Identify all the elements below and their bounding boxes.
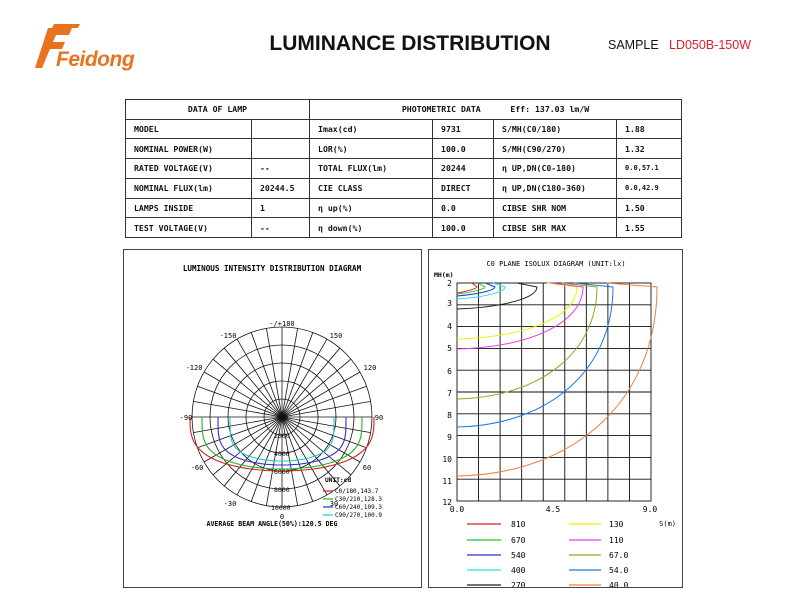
angle-label: -120 [185, 364, 203, 372]
y-tick: 5 [447, 344, 452, 353]
isolux-panel [428, 249, 683, 588]
y-tick: 9 [447, 433, 452, 442]
table-row [126, 198, 682, 218]
polar-legend-c90: C90/270,100.9 [335, 512, 382, 519]
table-cell: Imax(cd) [310, 119, 433, 139]
angle-label: -/+180 [269, 320, 295, 328]
isolux-legend-670: 670 [511, 536, 526, 545]
y-tick: 6 [447, 367, 452, 376]
table-cell: 0.0 [433, 198, 494, 218]
table-cell: 1.32 [617, 139, 682, 159]
table-cell: CIBSE SHR MAX [494, 218, 617, 238]
table-cell: NOMINAL FLUX(lm) [126, 178, 252, 198]
angle-label: 120 [363, 364, 377, 372]
table-cell [252, 119, 310, 139]
isolux-curve [457, 283, 505, 299]
isolux-x-label: S(m) [659, 520, 676, 528]
radial-label: 6000 [274, 468, 290, 476]
table-cell: η up(%) [310, 198, 433, 218]
table-cell [252, 139, 310, 159]
angle-label: -90 [179, 414, 193, 422]
table-cell: CIBSE SHR NOM [494, 198, 617, 218]
isolux-legend-110: 110 [609, 536, 624, 545]
table-cell: 1.88 [617, 119, 682, 139]
isolux-legend-54: 54.0 [609, 566, 629, 575]
table-cell: RATED VOLTAGE(V) [126, 159, 252, 179]
table-cell: -- [252, 218, 310, 238]
table-row [126, 119, 682, 139]
efficiency-value: Eff: 137.03 lm/W [510, 104, 590, 115]
x-tick: 4.5 [545, 505, 561, 514]
table-cell: 1.55 [617, 218, 682, 238]
photometric-header [310, 100, 682, 120]
isolux-grid [457, 283, 651, 501]
y-tick: 3 [447, 299, 452, 308]
angle-label: -60 [190, 464, 204, 472]
isolux-legend-270: 270 [511, 581, 526, 587]
polar-legend-c60: C60/240,109.3 [335, 504, 382, 511]
radial-label: 10000 [271, 504, 291, 512]
polar-title: LUMINOUS INTENSITY DISTRIBUTION DIAGRAM [182, 264, 362, 273]
isolux-legend-400: 400 [511, 566, 526, 575]
sample-label: SAMPLE [608, 38, 659, 52]
radial-label: 4000 [274, 450, 290, 458]
table-cell: NOMINAL POWER(W) [126, 139, 252, 159]
isolux-legend-540: 540 [511, 551, 526, 560]
table-cell: η UP,DN(C0-180) [494, 159, 617, 179]
angle-label: -30 [223, 500, 237, 508]
table-cell: TEST VOLTAGE(V) [126, 218, 252, 238]
table-row [126, 218, 682, 238]
table-cell: 9731 [433, 119, 494, 139]
table-cell: 20244 [433, 159, 494, 179]
isolux-curves [457, 283, 657, 476]
isolux-legend-810: 810 [511, 520, 526, 529]
isolux-curve [457, 283, 657, 476]
beam-angle: AVERAGE BEAM ANGLE(50%):120.5 DEG [206, 520, 338, 528]
y-tick: 12 [442, 498, 452, 507]
isolux-curve [457, 283, 495, 296]
table-cell: 0.0,57.1 [617, 159, 682, 179]
polar-legend-c30: C30/210,128.3 [335, 496, 382, 503]
luminous-intensity-panel [123, 249, 422, 588]
table-row [126, 139, 682, 159]
angle-label: 90 [374, 414, 384, 422]
page-title: LUMINANCE DISTRIBUTION [269, 32, 551, 55]
y-tick: 7 [447, 389, 452, 398]
sample-value: LD050B-150W [669, 38, 751, 52]
table-cell: -- [252, 159, 310, 179]
logo-text: Feidong [56, 48, 135, 71]
table-cell: 0.0,42.9 [617, 178, 682, 198]
table-cell: 100.0 [433, 218, 494, 238]
angle-label: 0 [279, 513, 285, 521]
table-cell: 20244.5 [252, 178, 310, 198]
table-cell: LOR(%) [310, 139, 433, 159]
table-row [126, 159, 682, 179]
isolux-legend-40: 40.0 [609, 581, 629, 587]
radial-label: 0 [284, 414, 288, 422]
isolux-curve [457, 283, 583, 349]
table-cell: 1 [252, 198, 310, 218]
y-tick: 2 [447, 279, 452, 288]
y-tick: 8 [447, 411, 452, 420]
radial-label: 2000 [274, 432, 290, 440]
angle-label: 150 [329, 332, 343, 340]
y-tick: 4 [447, 322, 452, 331]
table-cell: η UP,DN(C180-360) [494, 178, 617, 198]
table-row [126, 178, 682, 198]
table-cell: 1.50 [617, 198, 682, 218]
table-cell: S/MH(C0/180) [494, 119, 617, 139]
isolux-diagram [429, 250, 682, 587]
polar-unit: UNIT:cd [325, 477, 352, 484]
table-cell: TOTAL FLUX(lm) [310, 159, 433, 179]
polar-legend-c0: C0/180,143.7 [335, 488, 379, 495]
isolux-legend-130: 130 [609, 520, 624, 529]
table-cell: LAMPS INSIDE [126, 198, 252, 218]
photometric-table [125, 99, 682, 238]
table-cell: 100.0 [433, 139, 494, 159]
table-cell: CIE CLASS [310, 178, 433, 198]
table-header-row [126, 100, 682, 120]
angle-label: 60 [362, 464, 372, 472]
isolux-y-label: MH(m) [434, 271, 454, 279]
isolux-legend-67: 67.0 [609, 551, 629, 560]
isolux-title: C0 PLANE ISOLUX DIAGRAM (UNIT:lx) [486, 260, 626, 268]
angle-label: -150 [219, 332, 237, 340]
y-tick: 11 [442, 477, 452, 486]
y-tick: 10 [442, 455, 452, 464]
table-cell: DIRECT [433, 178, 494, 198]
angle-label: 30 [329, 500, 339, 508]
x-tick: 0.0 [449, 505, 465, 514]
lamp-data-header: DATA OF LAMP [126, 100, 310, 120]
table-cell: S/MH(C90/270) [494, 139, 617, 159]
table-cell: η down(%) [310, 218, 433, 238]
radial-label: 8000 [274, 486, 290, 494]
polar-diagram [124, 250, 421, 587]
photometric-title: PHOTOMETRIC DATA [401, 104, 481, 115]
table-cell: MODEL [126, 119, 252, 139]
x-tick: 9.0 [642, 505, 658, 514]
